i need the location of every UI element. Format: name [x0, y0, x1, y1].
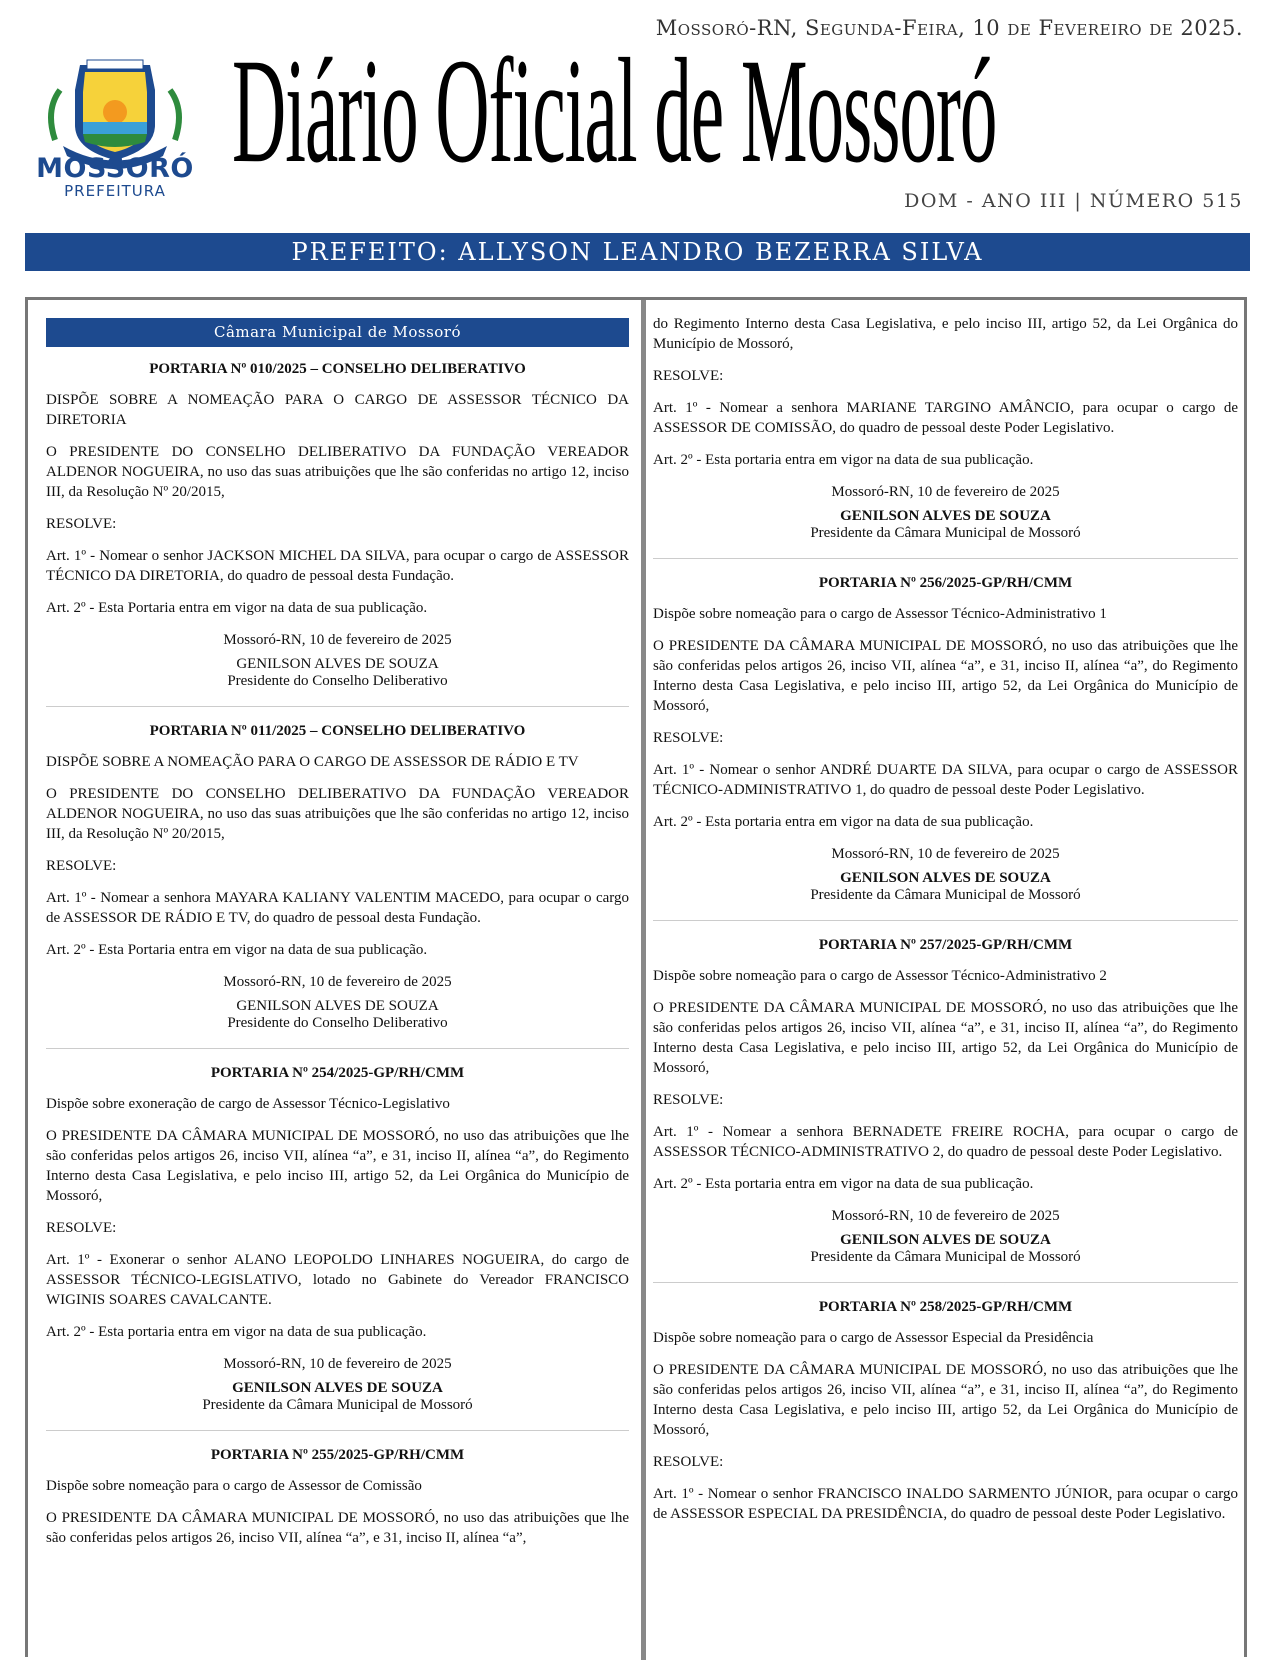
edition-number: DOM - ANO III | NÚMERO 515	[904, 190, 1243, 212]
separator	[653, 920, 1238, 921]
preamble: O PRESIDENTE DA CÂMARA MUNICIPAL DE MOSSORÓ, no uso das atribuições que lhe são conferidas pelos artigos 26, inciso VII, alínea “a”, e 31, inciso II, alínea “a”, do Regimento Interno desta Casa Legislativa, e pelo inciso III, artigo 52, da Lei Orgânica do Município de Mossoró,	[653, 1000, 1238, 1076]
masthead-title: Diário Oficial de Mossoró	[232, 28, 997, 194]
place-date: Mossoró-RN, 10 de fevereiro de 2025	[223, 1356, 452, 1372]
article-1: Art. 1º - Nomear o senhor ANDRÉ DUARTE DA SILVA, para ocupar o cargo de ASSESSOR TÉCNICO-ADMINISTRATIVO 1, do quadro de pessoal deste Poder Legislativo.	[653, 762, 1238, 798]
separator	[46, 706, 629, 707]
content-frame	[25, 297, 1247, 1657]
place-date: Mossoró-RN, 10 de fevereiro de 2025	[223, 632, 452, 648]
resolve-label: RESOLVE:	[653, 1454, 724, 1470]
portaria-title: PORTARIA Nº 010/2025 – CONSELHO DELIBERATIVO	[149, 361, 526, 377]
signer-name	[653, 1232, 1238, 1249]
place-date: Mossoró-RN, 10 de fevereiro de 2025	[831, 1208, 1060, 1224]
separator	[46, 1430, 629, 1431]
place-date: Mossoró-RN, 10 de fevereiro de 2025	[223, 974, 452, 990]
preamble: O PRESIDENTE DA CÂMARA MUNICIPAL DE MOSSORÓ, no uso das atribuições que lhe são conferidas pelos artigos 26, inciso VII, alínea “a”, e 31, inciso II, alínea “a”, do Regimento Interno desta Casa Legislativa, e pelo inciso III, artigo 52, da Lei Orgânica do Município de Mossoró,	[46, 1128, 629, 1204]
article-1: Art. 1º - Nomear a senhora MAYARA KALIANY VALENTIM MACEDO, para ocupar o cargo de ASSESSOR DE RÁDIO E TV, do quadro de pessoal desta Fundação.	[46, 890, 629, 926]
article-1: Art. 1º - Nomear a senhora MARIANE TARGINO AMÂNCIO, para ocupar o cargo de ASSESSOR DE COMISSÃO, do quadro de pessoal deste Poder Legislativo.	[653, 400, 1238, 436]
signer-name: GENILSON ALVES DE SOUZA	[236, 656, 439, 672]
article-2: Art. 2º - Esta portaria entra em vigor na data de sua publicação.	[653, 1176, 1034, 1192]
article-2: Art. 2º - Esta Portaria entra em vigor na data de sua publicação.	[46, 600, 428, 616]
portaria-title: PORTARIA Nº 258/2025-GP/RH/CMM	[818, 1299, 1073, 1315]
portaria-title: PORTARIA Nº 257/2025-GP/RH/CMM	[818, 937, 1073, 953]
column-divider	[641, 300, 646, 1660]
ementa: Dispõe sobre nomeação para o cargo de Assessor de Comissão	[46, 1478, 422, 1494]
preamble: O PRESIDENTE DA CÂMARA MUNICIPAL DE MOSSORÓ, no uso das atribuições que lhe são conferidas pelos artigos 26, inciso VII, alínea “a”, e 31, inciso II, alínea “a”, do Regimento Interno desta Casa Legislativa, e pelo inciso III, artigo 52, da Lei Orgânica do Município de Mossoró,	[653, 1362, 1238, 1438]
signer-role: Presidente da Câmara Municipal de Mossoró	[810, 887, 1081, 903]
article-2: Art. 2º - Esta portaria entra em vigor na data de sua publicação.	[46, 1324, 427, 1340]
resolve-label: RESOLVE:	[46, 1220, 117, 1236]
portaria-title: PORTARIA Nº 011/2025 – CONSELHO DELIBERATIVO	[149, 723, 526, 739]
portaria-title: PORTARIA Nº 254/2025-GP/RH/CMM	[210, 1065, 465, 1081]
right-column	[653, 314, 1238, 1536]
resolve-label: RESOLVE:	[46, 516, 117, 532]
signer-role: Presidente da Câmara Municipal de Mossoró	[810, 1249, 1081, 1265]
signer-role: Presidente da Câmara Municipal de Mossoró	[202, 1397, 473, 1413]
resolve-label: RESOLVE:	[653, 368, 724, 384]
portaria-254	[46, 1065, 629, 1414]
preamble-end: do Regimento Interno desta Casa Legislativa, e pelo inciso III, artigo 52, da Lei Orgânica do Município de Mossoró,	[653, 316, 1238, 352]
portaria-255-continued	[653, 314, 1238, 542]
separator	[653, 1282, 1238, 1283]
portaria-010	[46, 361, 629, 690]
logo-wordmark	[25, 155, 205, 199]
article-2: Art. 2º - Esta portaria entra em vigor na data de sua publicação.	[653, 814, 1034, 830]
ementa: Dispõe sobre nomeação para o cargo de Assessor Especial da Presidência	[653, 1330, 1094, 1346]
separator	[653, 558, 1238, 559]
portaria-title: PORTARIA Nº 255/2025-GP/RH/CMM	[210, 1447, 465, 1463]
preamble: O PRESIDENTE DO CONSELHO DELIBERATIVO DA FUNDAÇÃO VEREADOR ALDENOR NOGUEIRA, no uso das suas atribuições que lhe são conferidas no artigo 12, inciso III, da Resolução Nº 20/2015,	[46, 444, 629, 500]
dateline: Mossoró-RN, Segunda-Feira, 10 de Fevereiro de 2025.	[655, 16, 1243, 40]
resolve-label: RESOLVE:	[653, 730, 724, 746]
signer-role: Presidente do Conselho Deliberativo	[227, 1015, 448, 1031]
signer-role: Presidente da Câmara Municipal de Mossoró	[810, 525, 1081, 541]
logo-city: MOSSORÓ	[36, 153, 194, 184]
signer-name-bold: GENILSON ALVES DE SOUZA	[232, 1380, 443, 1396]
article-1: Art. 1º - Exonerar o senhor ALANO LEOPOLDO LINHARES NOGUEIRA, do cargo de ASSESSOR TÉCNICO-LEGISLATIVO, lotado no Gabinete do Vereador FRANCISCO WIGINIS SOARES CAVALCANTE.	[46, 1252, 629, 1308]
portaria-011	[46, 723, 629, 1032]
portaria-257	[653, 937, 1238, 1266]
preamble: O PRESIDENTE DA CÂMARA MUNICIPAL DE MOSSORÓ, no uso das atribuições que lhe são conferidas pelos artigos 26, inciso VII, alínea “a”, e 31, inciso II, alínea “a”, do Regimento Interno desta Casa Legislativa, e pelo inciso III, artigo 52, da Lei Orgânica do Município de Mossoró,	[653, 638, 1238, 714]
resolve-label: RESOLVE:	[46, 858, 117, 874]
logo-subtitle: PREFEITURA	[64, 182, 166, 200]
signer-name-bold: GENILSON ALVES DE SOUZA	[840, 508, 1051, 524]
section-heading: Câmara Municipal de Mossoró	[46, 318, 629, 347]
ementa: Dispõe sobre nomeação para o cargo de Assessor Técnico-Administrativo 1	[653, 606, 1107, 622]
article-2: Art. 2º - Esta portaria entra em vigor na data de sua publicação.	[653, 452, 1034, 468]
ementa: DISPÕE SOBRE A NOMEAÇÃO PARA O CARGO DE ASSESSOR TÉCNICO DA DIRETORIA	[46, 392, 629, 428]
place-date: Mossoró-RN, 10 de fevereiro de 2025	[831, 484, 1060, 500]
article-2: Art. 2º - Esta Portaria entra em vigor na data de sua publicação.	[46, 942, 428, 958]
signer-name-bold: GENILSON ALVES DE SOUZA	[840, 1232, 1051, 1248]
signer-role: Presidente do Conselho Deliberativo	[227, 673, 448, 689]
article-1: Art. 1º - Nomear a senhora BERNADETE FREIRE ROCHA, para ocupar o cargo de ASSESSOR TÉCNICO-ADMINISTRATIVO 2, do quadro de pessoal deste Poder Legislativo.	[653, 1124, 1238, 1160]
portaria-258	[653, 1299, 1238, 1524]
portaria-title: PORTARIA Nº 256/2025-GP/RH/CMM	[818, 575, 1073, 591]
article-1: Art. 1º - Nomear o senhor JACKSON MICHEL DA SILVA, para ocupar o cargo de ASSESSOR TÉCNICO DA DIRETORIA, do quadro de pessoal desta Fundação.	[46, 548, 629, 584]
signer-name	[46, 1380, 629, 1397]
signer-name: GENILSON ALVES DE SOUZA	[236, 998, 439, 1014]
preamble-start: O PRESIDENTE DA CÂMARA MUNICIPAL DE MOSSORÓ, no uso das atribuições que lhe são conferidas pelos artigos 26, inciso VII, alínea “a”, e 31, inciso II, alínea “a”,	[46, 1510, 629, 1546]
signer-name-bold: GENILSON ALVES DE SOUZA	[840, 870, 1051, 886]
portaria-255	[46, 1447, 629, 1548]
left-column	[46, 318, 629, 1560]
article-1: Art. 1º - Nomear o senhor FRANCISCO INALDO SARMENTO JÚNIOR, para ocupar o cargo de ASSESSOR ESPECIAL DA PRESIDÊNCIA, do quadro de pessoal deste Poder Legislativo.	[653, 1486, 1238, 1522]
place-date: Mossoró-RN, 10 de fevereiro de 2025	[831, 846, 1060, 862]
portaria-256	[653, 575, 1238, 904]
separator	[46, 1048, 629, 1049]
signer-name	[653, 508, 1238, 525]
ementa: Dispõe sobre exoneração de cargo de Assessor Técnico-Legislativo	[46, 1096, 450, 1112]
ementa: DISPÕE SOBRE A NOMEAÇÃO PARA O CARGO DE ASSESSOR DE RÁDIO E TV	[46, 754, 579, 770]
signer-name	[653, 870, 1238, 887]
preamble: O PRESIDENTE DO CONSELHO DELIBERATIVO DA FUNDAÇÃO VEREADOR ALDENOR NOGUEIRA, no uso das suas atribuições que lhe são conferidas no artigo 12, inciso III, da Resolução Nº 20/2015,	[46, 786, 629, 842]
resolve-label: RESOLVE:	[653, 1092, 724, 1108]
ementa: Dispõe sobre nomeação para o cargo de Assessor Técnico-Administrativo 2	[653, 968, 1107, 984]
mayor-banner: PREFEITO: ALLYSON LEANDRO BEZERRA SILVA	[25, 233, 1250, 271]
